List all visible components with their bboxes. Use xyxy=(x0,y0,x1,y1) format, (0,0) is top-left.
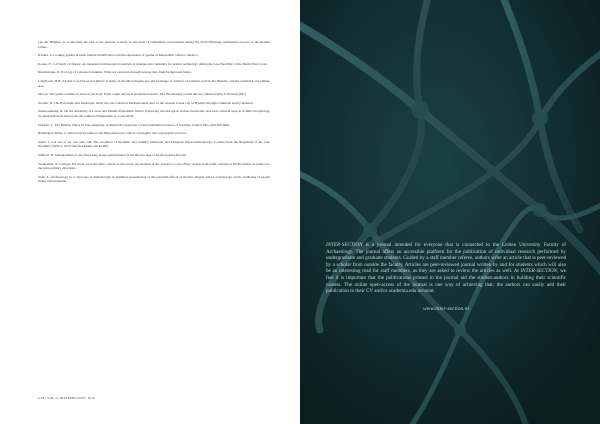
reference-item: Mol, K. The golfer saddlers in Greece and Italy. Form origin and style in function and in. The 'Etrasilating' period moved ordered (right) to Etrurian (BC). xyxy=(38,92,247,97)
journal-description xyxy=(326,242,566,295)
reference-item: Koene, E. J. A Study of change: An integrated technological analysis of changes and continuity in ceramic technology during the Late Neolithic of the Dutch West Coast. xyxy=(38,61,268,66)
reference-item: Langbroek, M.B. All that is gold does not glitter: A study on the Merovingian use and exchange of artifacts of northern gold in the Rhenlar- and the German Lower Rhine area. xyxy=(38,78,270,88)
reference-item: Kurumaniuk, D. Ecology of Lutraeus bruniums. What we can learn through isotope data from background fauna. xyxy=(38,70,192,75)
description-part-1: is a journal intended for everyone that is connected to the Leiden University Faculty of Archaeology. The journal offers an accessible platform for the publication of individual research performed by undergraduate and graduate students. Guided by a staff member referee, authors write an article that is peer-reviewed by a scholar from outside the faculty. Articles are peer-reviewed journal written by and for students which will also be an interesting read for staff members, as they are asked to review the articles as well. At xyxy=(326,242,566,275)
journal-website-link[interactable]: www.inter-section.nl xyxy=(422,306,470,312)
reference-item: Reddington Davis, C. Ritual and its name in the Mesoamerican codices: An inquiry into topographic practice. xyxy=(38,131,187,136)
journal-name: INTER-SECTION xyxy=(520,268,558,275)
reference-item: Sipila, J. Got out of art, war and cold: The evolution of Neolithic and wealthy behaviour and European Palaeoanthropology. Content from the Beginning of the Late Neolithic (1950 to 1870 and the Danube (40 ka BP). xyxy=(38,139,270,149)
reference-item: van der Heijden, N. Connecting the past to the present: A study on the level of community involvement during the World Heritage nomination process of the Roman Limes. xyxy=(38,40,270,49)
reference-list xyxy=(38,40,270,184)
reference-item: Kwikel, S. Looking gender in teeth. Dental modification and the expression of gender at Mesoelithic Oaxaca, Mexico. xyxy=(38,53,199,58)
net-texture-image xyxy=(300,0,600,424)
reference-item: Pinckett, L. The Bifurna Valley in Late Antiquity. A multiscalar approach to rural settlement patterns of Southern Central Italy (AD 200-600). xyxy=(38,122,230,127)
reference-item: Steffens, B. Abandonment to use: Exploring house abandonment in the Bronze Age of North-western Europe. xyxy=(38,152,187,157)
right-page xyxy=(300,0,600,424)
journal-name: INTER-SECTION xyxy=(326,242,363,249)
reference-item: Vernhaelen, N. Cacique. Ha stock cover the time content of the world. An analysis of the Zapotec Cocijo effigy vessels from tomb contexts at Monte Alban, in relation to the prior primary directions. xyxy=(38,161,270,171)
page-footer: p.63 | VOL.11 INTERSECTION | 2016 xyxy=(38,396,95,400)
reference-item: Neeuwenkamp, R. On the suitability of Lower and Middle Palaeolithic lithics. Exploring chronological, techno-functional, and socio-cultural aspects of lithic morphology by using historical tools from the southern Netherlands as a case study. xyxy=(38,109,270,118)
description-part-2: , we feel it is important that the publications printed in the journal aid the student-authors in building their scientific careers. The online open-access of the journal is one way of achieving that; the authors can easily add their publication to their CV and/or academia.edu account. xyxy=(326,268,566,295)
reference-item: Nolden, D. The Hyrcanian and landscape. Study into the Classical Mediterranean sites of the Ancient Greek city of Hyettus through commons survey material. xyxy=(38,100,254,105)
reference-item: Venk, L. Archaeology in a cityscape: A methodology in Seminole presentation of the potential effects of ancient religion and its archaeology on the wellbeing of people living with dementia. xyxy=(38,174,270,184)
